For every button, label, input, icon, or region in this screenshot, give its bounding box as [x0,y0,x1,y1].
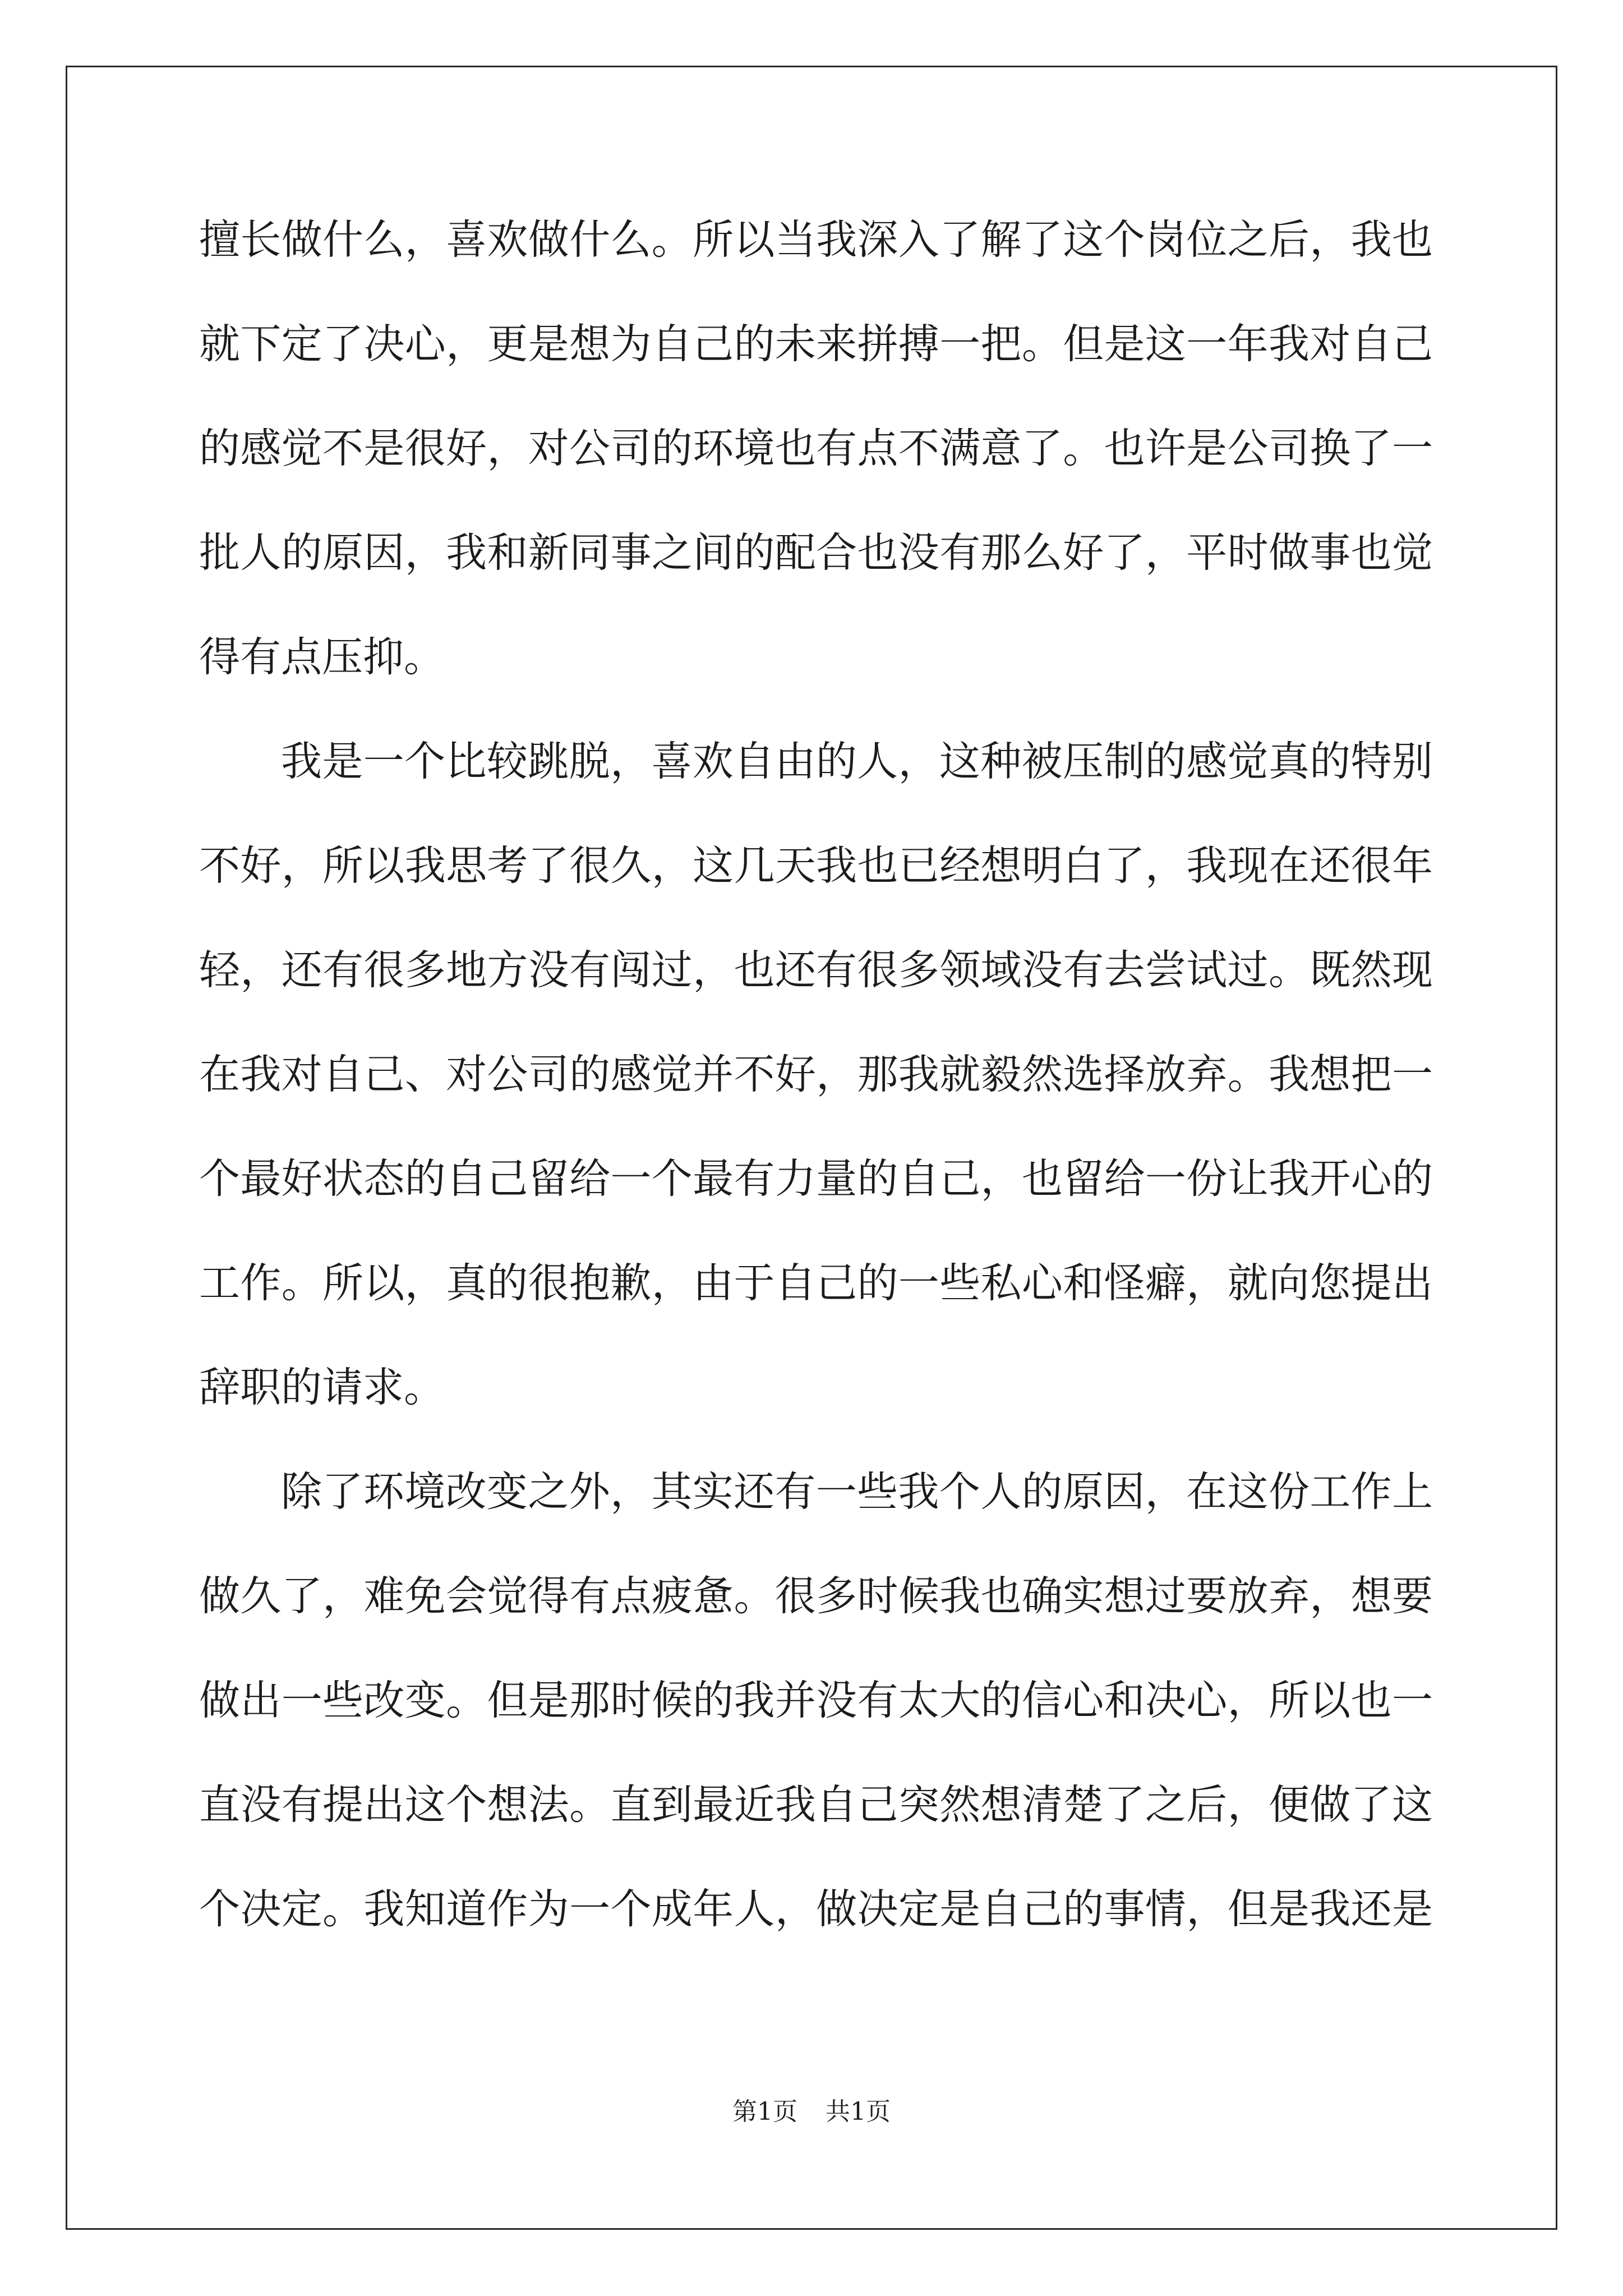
text-line: 不好，所以我思考了很久，这几天我也已经想明白了，我现在还很年 [199,842,1433,890]
paragraph-first-line: 除了环境改变之外，其实还有一些我个人的原因，在这份工作上 [281,1468,1433,1516]
paragraph-first-line: 我是一个比较跳脱，喜欢自由的人，这种被压制的感觉真的特别 [281,738,1433,785]
text-line: 得有点压抑。 [199,633,445,681]
text-line: 个最好状态的自己留给一个最有力量的自己，也留给一份让我开心的 [199,1155,1433,1203]
text-line: 做久了，难免会觉得有点疲惫。很多时候我也确实想过要放弃，想要 [199,1572,1433,1620]
page-footer [0,2091,1623,2127]
page-total: 共1页 [826,2097,891,2126]
text-line: 擅长做什么，喜欢做什么。所以当我深入了解了这个岗位之后，我也 [199,216,1433,264]
text-line: 批人的原因，我和新同事之间的配合也没有那么好了，平时做事也觉 [199,529,1433,577]
text-line: 轻，还有很多地方没有闯过，也还有很多领域没有去尝试过。既然现 [199,946,1433,994]
document-body [199,212,1433,1986]
text-line: 在我对自己、对公司的感觉并不好，那我就毅然选择放弃。我想把一 [199,1051,1433,1098]
text-line: 就下定了决心，更是想为自己的未来拼搏一把。但是这一年我对自己 [199,320,1433,368]
text-line: 的感觉不是很好，对公司的环境也有点不满意了。也许是公司换了一 [199,425,1433,472]
text-line: 工作。所以，真的很抱歉，由于自己的一些私心和怪癖，就向您提出 [199,1259,1433,1307]
text-line: 辞职的请求。 [199,1364,445,1411]
page-number: 第1页 [732,2097,797,2126]
text-line: 个决定。我知道作为一个成年人，做决定是自己的事情，但是我还是 [199,1885,1433,1933]
text-line: 直没有提出这个想法。直到最近我自己突然想清楚了之后，便做了这 [199,1781,1433,1829]
text-line: 做出一些改变。但是那时候的我并没有太大的信心和决心，所以也一 [199,1677,1433,1724]
